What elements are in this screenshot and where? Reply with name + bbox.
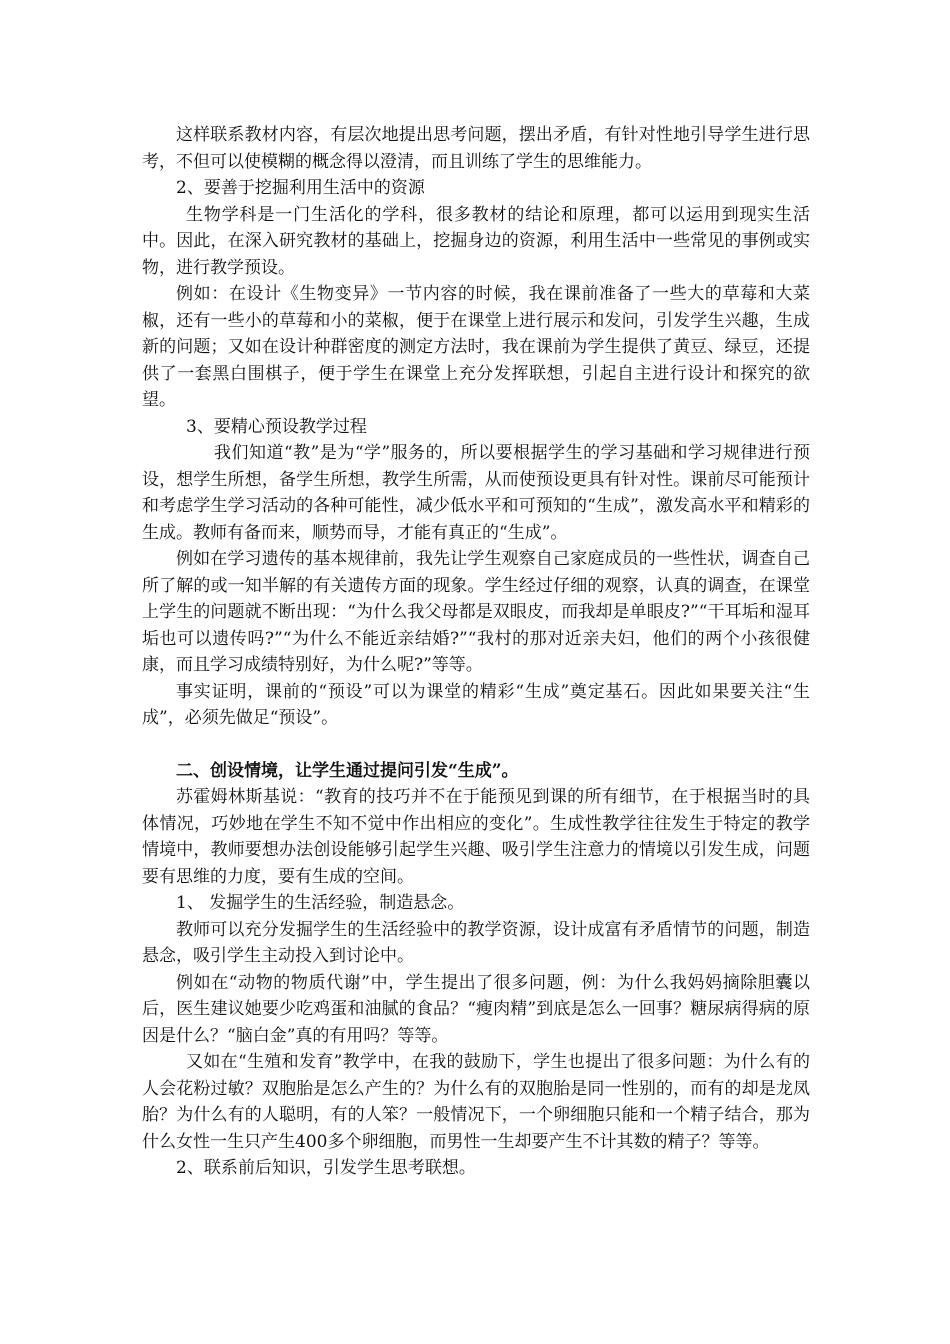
paragraph-suspense: 教师可以充分发掘学生的生活经验中的教学资源，设计成富有矛盾情节的问题，制造悬念，吸引学生主动投入到讨论中。: [142, 919, 810, 966]
paragraph-biology-life: 生物学科是一门生活化的学科，很多教材的结论和原理，都可以运用到现实生活中。因此，在深入研究教材的基础上，挖掘身边的资源，利用生活中一些常见的事例或实物，进行教学预设。: [142, 204, 810, 278]
paragraph-example-metabolism: 例如在“动物的物质代谢”中，学生提出了很多问题，例：为什么我妈妈摘除胆囊以后，医生建议她要少吃鸡蛋和油腻的食品？“瘦肉精”到底是怎么一回事？糖尿病得病的原因是什么？“脑白金”真的有用吗？等等。: [142, 972, 810, 1046]
paragraph-example-variation: 例如：在设计《生物变异》一节内容的时候，我在课前准备了一些大的草莓和大菜椒，还有一些小的草莓和小的菜椒，便于在课堂上进行展示和发问，引发学生兴趣，生成新的问题；又如在设计种群密度的测定方法时，我在课前为学生提供了黄豆、绿豆，还提供了一套黑白围棋子，便于学生在课堂上充分发挥联想，引起自主进行设计和探究的欲望。: [142, 284, 810, 410]
paragraph-example-heredity: 例如在学习遗传的基本规律前，我先让学生观察自己家庭成员的一些性状，调查自己所了解的或一知半解的有关遗传方面的现象。学生经过仔细的观察，认真的调查，在课堂上学生的问题就不断出现：“为什么我父母都是双眼皮，而我却是单眼皮?”“干耳垢和湿耳垢也可以遗传吗?”“为什么不能近亲结婚?”“我村的那对近亲夫妇，他们的两个小孩很健康，而且学习成绩特别好，为什么呢?”等等。: [142, 549, 810, 675]
paragraph-conclusion: 事实证明，课前的“预设”可以为课堂的精彩“生成”奠定基石。因此如果要关注“生成”，必须先做足“预设”。: [142, 681, 810, 728]
document-page: [142, 122, 810, 1182]
subheading-preset-process: 3、要精心预设教学过程: [186, 416, 367, 437]
paragraph-summary: 这样联系教材内容，有层次地提出思考问题，摆出矛盾，有针对性地引导学生进行思考，不但可以使模糊的概念得以澄清，而且训练了学生的思维能力。: [142, 125, 810, 172]
section-heading-two: 二、创设情境，让学生通过提问引发“生成”。: [176, 760, 519, 781]
subheading-connect-knowledge: 2、联系前后知识，引发学生思考联想。: [176, 1158, 476, 1178]
paragraph-quote: 苏霍姆林斯基说：“教育的技巧并不在于能预见到课的所有细节，在于根据当时的具体情况，巧妙地在学生不知不觉中作出相应的变化”。生成性教学往往发生于特定的教学情境中，教师要想办法创设能够引起学生兴趣、吸引学生注意力的情境以引发生成，问题要有思维的力度，要有生成的空间。: [142, 787, 810, 887]
subheading-life-experience: 1、 发掘学生的生活经验，制造悬念。: [176, 893, 465, 913]
subheading-life-resources: 2、要善于挖掘利用生活中的资源: [176, 178, 425, 198]
paragraph-teach-learn: 我们知道“教”是为“学”服务的，所以要根据学生的学习基础和学习规律进行预设，想学生所想，备学生所想，教学生所需，从而使预设更具有针对性。课前尽可能预计和考虑学生学习活动的各种可能性，减少低水平和可预知的“生成”，激发高水平和精彩的生成。教师有备而来，顺势而导，才能有真正的“生成”。: [142, 443, 810, 543]
paragraph-example-reproduction: 又如在“生殖和发育”教学中，在我的鼓励下，学生也提出了很多问题：为什么有的人会花粉过敏？双胞胎是怎么产生的？为什么有的双胞胎是同一性别的，而有的却是龙凤胎？为什么有的人聪明，有的人笨？一般情况下，一个卵细胞只能和一个精子结合，那为什么女性一生只产生400多个卵细胞，而男性一生却要产生不计其数的精子？等等。: [142, 1052, 810, 1152]
